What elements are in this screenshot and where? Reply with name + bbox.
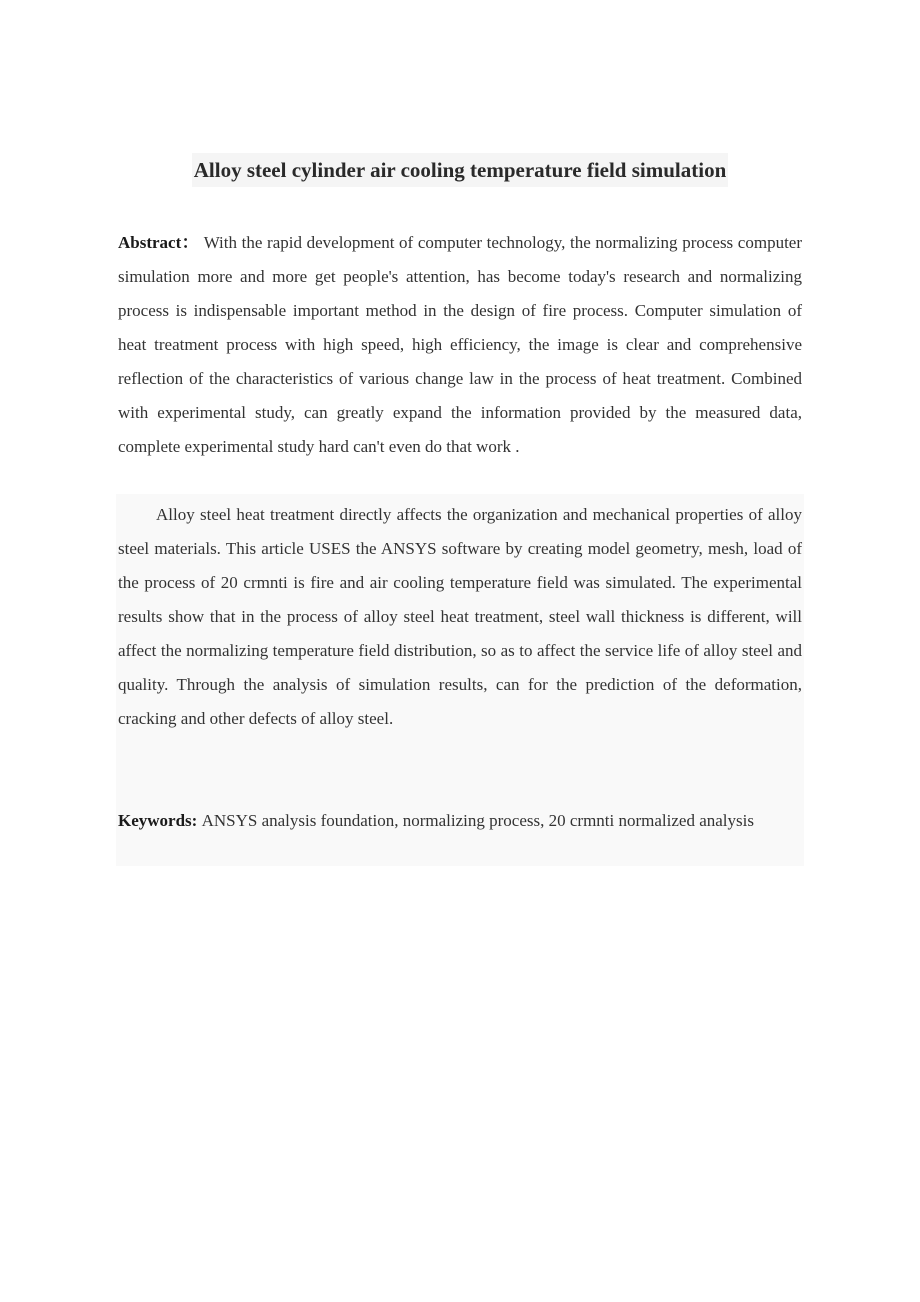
abstract-paragraph — [118, 226, 802, 464]
body-paragraph: Alloy steel heat treatment directly affects the organization and mechanical properties of alloy steel materials. This article USES the ANSYS software by creating model geometry, mesh, load of the process of 20 crmnti is fire and air cooling temperature field was simulated. The experimental results show that in the process of alloy steel heat treatment, steel wall thickness is different, will affect the normalizing temperature field distribution, so as to affect the service life of alloy steel and quality. Through the analysis of simulation results, can for the prediction of the deformation, cracking and other defects of alloy steel. — [118, 505, 802, 728]
keywords-text: ANSYS analysis foundation, normalizing process, 20 crmnti normalized analysis — [201, 811, 754, 830]
abstract-label: Abstract： — [118, 233, 200, 252]
title-container — [0, 153, 920, 187]
keywords-label: Keywords: — [118, 811, 198, 830]
document-title: Alloy steel cylinder air cooling temperature field simulation — [192, 153, 729, 187]
keywords-paragraph — [118, 804, 802, 838]
abstract-text: With the rapid development of computer technology, the normalizing process computer simulation more and more get people's attention, has become today's research and normalizing process is indispensable important method in the design of fire process. Computer simulation of heat treatment process with high speed, high efficiency, the image is clear and comprehensive reflection of the characteristics of various change law in the process of heat treatment. Combined with experimental study, can greatly expand the information provided by the measured data, complete experimental study hard can't even do that work . — [118, 233, 803, 456]
